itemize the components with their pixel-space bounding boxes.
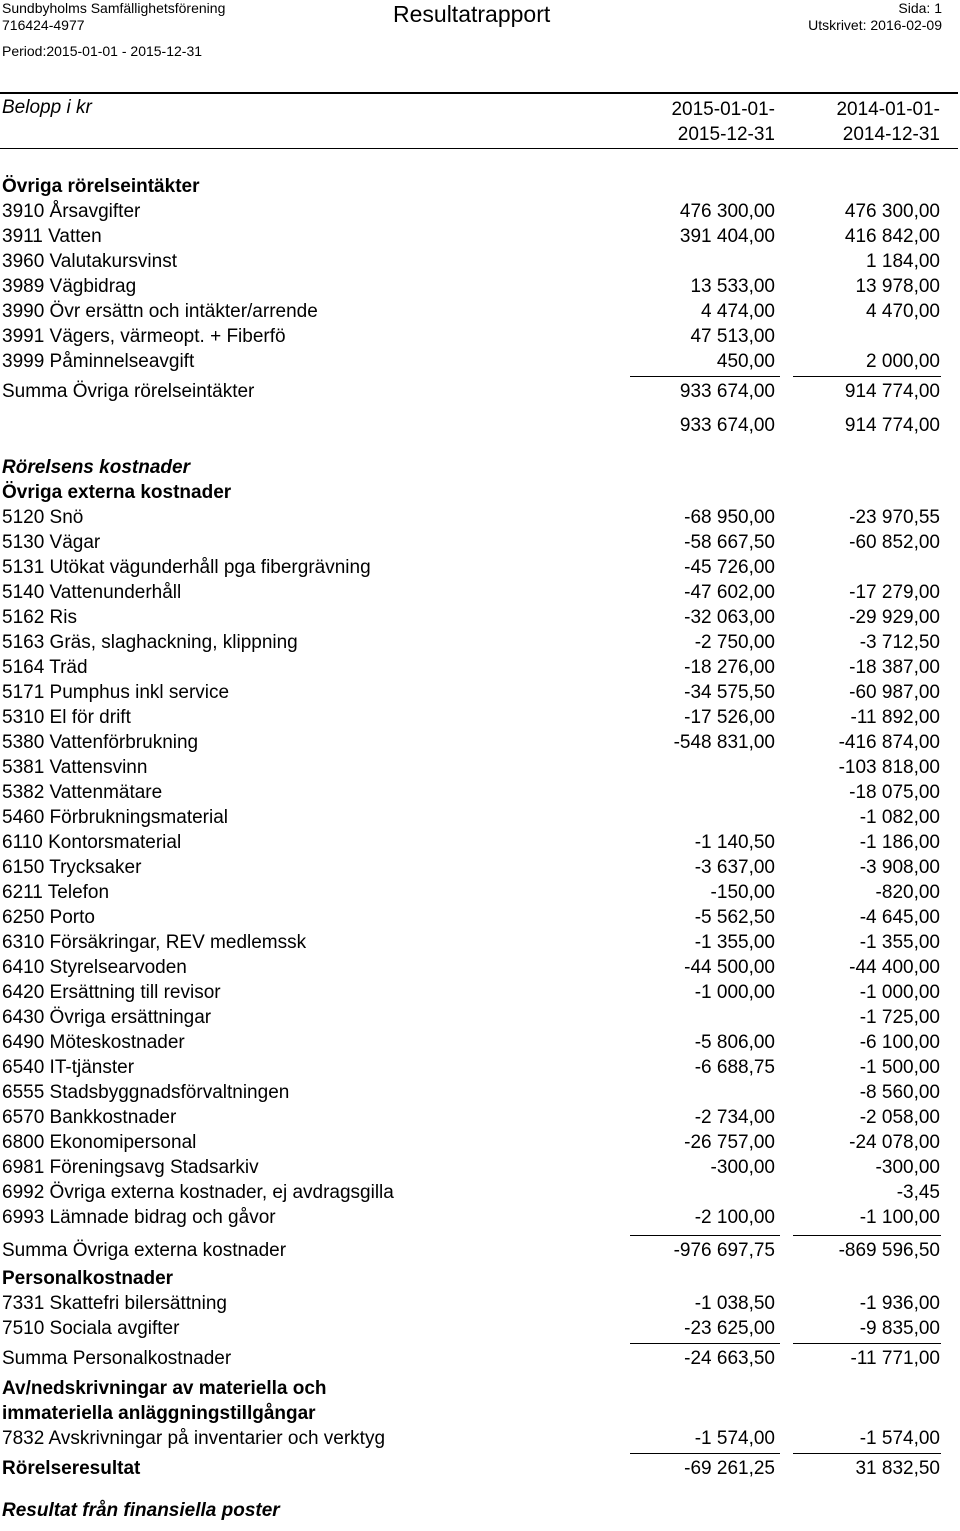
current-amount: 391 404,00 — [679, 226, 775, 247]
report-row — [0, 505, 960, 530]
previous-amount: -300,00 — [875, 1157, 940, 1178]
row-label: 6555 Stadsbyggnadsförvaltningen — [2, 1082, 290, 1103]
current-amount: -6 688,75 — [694, 1057, 775, 1078]
previous-amount: 914 774,00 — [844, 415, 940, 436]
row-label: 6981 Föreningsavg Stadsarkiv — [2, 1157, 259, 1178]
printed-date: Utskrivet: 2016-02-09 — [808, 17, 942, 33]
previous-amount: -1 100,00 — [859, 1207, 940, 1228]
row-label: 3989 Vägbidrag — [2, 276, 137, 297]
row-label: 3910 Årsavgifter — [2, 201, 141, 222]
previous-amount: -869 596,50 — [838, 1240, 940, 1261]
report-row — [0, 1238, 960, 1263]
row-label: 6420 Ersättning till revisor — [2, 982, 221, 1003]
previous-amount: -9 835,00 — [859, 1318, 940, 1339]
report-row — [0, 655, 960, 680]
previous-amount: -1 725,00 — [859, 1007, 940, 1028]
row-label: 6800 Ekonomipersonal — [2, 1132, 197, 1153]
current-amount: 933 674,00 — [679, 381, 775, 402]
previous-amount: 476 300,00 — [844, 201, 940, 222]
previous-amount: -3 712,50 — [859, 632, 940, 653]
organization-number: 716424-4977 — [2, 17, 85, 33]
report-row — [0, 1376, 960, 1401]
row-label: 6540 IT-tjänster — [2, 1057, 135, 1078]
previous-amount: 31 832,50 — [855, 1458, 940, 1479]
previous-amount: 4 470,00 — [866, 301, 940, 322]
report-row — [0, 880, 960, 905]
column-headers — [0, 97, 960, 149]
report-row — [0, 1426, 960, 1451]
current-amount: 47 513,00 — [690, 326, 775, 347]
row-label: Rörelsens kostnader — [2, 457, 190, 478]
row-label: Summa Personalkostnader — [2, 1348, 232, 1369]
current-amount: -2 750,00 — [694, 632, 775, 653]
row-label: 5162 Ris — [2, 607, 77, 628]
previous-amount: -60 852,00 — [849, 532, 940, 553]
current-amount: 450,00 — [716, 351, 775, 372]
report-row — [0, 830, 960, 855]
current-amount: 933 674,00 — [679, 415, 775, 436]
previous-amount: -29 929,00 — [849, 607, 940, 628]
row-label: Av/nedskrivningar av materiella och — [2, 1378, 327, 1399]
row-label: 5460 Förbrukningsmaterial — [2, 807, 229, 828]
row-label: Övriga externa kostnader — [2, 482, 232, 503]
row-label: 6430 Övriga ersättningar — [2, 1007, 212, 1028]
current-amount: -1 140,50 — [694, 832, 775, 853]
report-row — [0, 955, 960, 980]
previous-amount: 914 774,00 — [844, 381, 940, 402]
current-amount: -5 562,50 — [694, 907, 775, 928]
previous-amount: -1 500,00 — [859, 1057, 940, 1078]
report-row — [0, 530, 960, 555]
sum-rule-current — [630, 1343, 780, 1344]
previous-period-start: 2014-01-01- — [836, 99, 940, 120]
report-row — [0, 324, 960, 349]
report-row — [0, 705, 960, 730]
previous-amount: -8 560,00 — [859, 1082, 940, 1103]
report-row — [0, 805, 960, 830]
report-row — [0, 555, 960, 580]
row-label: 6250 Porto — [2, 907, 95, 928]
report-row — [0, 274, 960, 299]
report-row — [0, 580, 960, 605]
row-label: 3991 Vägers, värmeopt. + Fiberfö — [2, 326, 286, 347]
page-number: Sida: 1 — [898, 0, 942, 16]
report-row — [0, 980, 960, 1005]
report-row — [0, 1316, 960, 1341]
report-row — [0, 224, 960, 249]
current-amount: 13 533,00 — [690, 276, 775, 297]
sum-rule-current — [630, 1453, 780, 1454]
column-header-divider — [0, 148, 958, 149]
report-row — [0, 1080, 960, 1105]
row-label: Övriga rörelseintäkter — [2, 176, 200, 197]
report-row — [0, 1498, 960, 1523]
previous-amount: -60 987,00 — [849, 682, 940, 703]
row-label: Summa Övriga externa kostnader — [2, 1240, 287, 1261]
row-label: 5140 Vattenunderhåll — [2, 582, 182, 603]
previous-amount: -2 058,00 — [859, 1107, 940, 1128]
current-amount: -1 355,00 — [694, 932, 775, 953]
current-amount: -3 637,00 — [694, 857, 775, 878]
row-label: 6570 Bankkostnader — [2, 1107, 177, 1128]
previous-amount: -18 075,00 — [849, 782, 940, 803]
current-amount: -47 602,00 — [684, 582, 775, 603]
previous-amount: -103 818,00 — [838, 757, 940, 778]
previous-period-header — [836, 97, 940, 147]
report-row — [0, 349, 960, 374]
row-label: 3990 Övr ersättn och intäkter/arrende — [2, 301, 318, 322]
header-divider — [0, 92, 958, 94]
row-label: 6490 Möteskostnader — [2, 1032, 185, 1053]
row-label: 6993 Lämnade bidrag och gåvor — [2, 1207, 276, 1228]
row-label: 3911 Vatten — [2, 226, 102, 247]
report-row — [0, 1005, 960, 1030]
previous-amount: -1 186,00 — [859, 832, 940, 853]
report-row — [0, 930, 960, 955]
previous-amount: 13 978,00 — [855, 276, 940, 297]
previous-amount: -24 078,00 — [849, 1132, 940, 1153]
report-row — [0, 249, 960, 274]
previous-amount: -820,00 — [875, 882, 940, 903]
report-period: Period:2015-01-01 - 2015-12-31 — [2, 43, 203, 59]
report-row — [0, 780, 960, 805]
current-amount: -548 831,00 — [673, 732, 775, 753]
current-amount: -5 806,00 — [694, 1032, 775, 1053]
current-period-header — [671, 97, 775, 147]
previous-amount: -3 908,00 — [859, 857, 940, 878]
previous-amount: 416 842,00 — [844, 226, 940, 247]
current-amount: -45 726,00 — [684, 557, 775, 578]
report-row — [0, 1030, 960, 1055]
previous-period-end: 2014-12-31 — [842, 124, 940, 145]
report-row — [0, 1055, 960, 1080]
current-amount: -18 276,00 — [684, 657, 775, 678]
row-label: 6211 Telefon — [2, 882, 110, 903]
sum-rule-previous — [793, 376, 941, 377]
report-row — [0, 630, 960, 655]
current-amount: -32 063,00 — [684, 607, 775, 628]
previous-amount: -1 574,00 — [859, 1428, 940, 1449]
row-label: 3999 Påminnelseavgift — [2, 351, 195, 372]
previous-amount: -11 771,00 — [850, 1348, 940, 1369]
report-row — [0, 413, 960, 438]
report-row — [0, 1266, 960, 1291]
report-row — [0, 605, 960, 630]
previous-amount: -1 355,00 — [859, 932, 940, 953]
row-label: 5163 Gräs, slaghackning, klippning — [2, 632, 298, 653]
previous-amount: -23 970,55 — [849, 507, 940, 528]
previous-amount: -1 000,00 — [859, 982, 940, 1003]
report-row — [0, 1346, 960, 1371]
current-amount: 4 474,00 — [701, 301, 775, 322]
previous-amount: 1 184,00 — [866, 251, 940, 272]
sum-rule-previous — [793, 1343, 941, 1344]
current-amount: -69 261,25 — [684, 1458, 775, 1479]
report-row — [0, 855, 960, 880]
report-row — [0, 1105, 960, 1130]
current-amount: -1 574,00 — [694, 1428, 775, 1449]
row-label: 5120 Snö — [2, 507, 84, 528]
current-amount: -2 100,00 — [694, 1207, 775, 1228]
previous-amount: 2 000,00 — [866, 351, 940, 372]
current-amount: -58 667,50 — [684, 532, 775, 553]
report-row — [0, 1291, 960, 1316]
previous-amount: -11 892,00 — [850, 707, 940, 728]
previous-amount: -6 100,00 — [859, 1032, 940, 1053]
sum-rule-current — [630, 376, 780, 377]
row-label: 6110 Kontorsmaterial — [2, 832, 182, 853]
previous-amount: -4 645,00 — [859, 907, 940, 928]
previous-amount: -44 400,00 — [849, 957, 940, 978]
row-label: 6992 Övriga externa kostnader, ej avdragsgilla — [2, 1182, 394, 1203]
row-label: 7331 Skattefri bilersättning — [2, 1293, 227, 1314]
previous-amount: -17 279,00 — [849, 582, 940, 603]
report-title: Resultatrapport — [393, 1, 551, 27]
current-amount: -150,00 — [710, 882, 775, 903]
row-label: 7832 Avskrivningar på inventarier och verktyg — [2, 1428, 386, 1449]
report-row — [0, 680, 960, 705]
row-label: Resultat från finansiella poster — [2, 1500, 280, 1521]
current-amount: -68 950,00 — [684, 507, 775, 528]
row-label: 7510 Sociala avgifter — [2, 1318, 180, 1339]
current-amount: -34 575,50 — [684, 682, 775, 703]
current-period-start: 2015-01-01- — [671, 99, 775, 120]
current-amount: -23 625,00 — [684, 1318, 775, 1339]
current-amount: -1 038,50 — [694, 1293, 775, 1314]
report-row — [0, 1130, 960, 1155]
previous-amount: -1 082,00 — [859, 807, 940, 828]
previous-amount: -416 874,00 — [838, 732, 940, 753]
current-amount: -44 500,00 — [684, 957, 775, 978]
current-period-end: 2015-12-31 — [677, 124, 775, 145]
row-label: 5171 Pumphus inkl service — [2, 682, 230, 703]
row-label: immateriella anläggningstillgångar — [2, 1403, 316, 1424]
report-row — [0, 905, 960, 930]
row-label: 5164 Träd — [2, 657, 88, 678]
report-row — [0, 455, 960, 480]
current-amount: -2 734,00 — [694, 1107, 775, 1128]
report-row — [0, 1456, 960, 1481]
row-label: Rörelseresultat — [2, 1458, 141, 1479]
current-amount: -17 526,00 — [684, 707, 775, 728]
report-row — [0, 199, 960, 224]
current-amount: -1 000,00 — [694, 982, 775, 1003]
report-row — [0, 1401, 960, 1426]
current-amount: -26 757,00 — [684, 1132, 775, 1153]
report-row — [0, 1205, 960, 1230]
current-amount: -300,00 — [710, 1157, 775, 1178]
row-label: 5130 Vägar — [2, 532, 101, 553]
report-row — [0, 1155, 960, 1180]
row-label: Summa Övriga rörelseintäkter — [2, 381, 255, 402]
row-label: 5381 Vattensvinn — [2, 757, 148, 778]
previous-amount: -1 936,00 — [859, 1293, 940, 1314]
row-label: 6410 Styrelsearvoden — [2, 957, 187, 978]
current-amount: 476 300,00 — [679, 201, 775, 222]
amount-unit-label: Belopp i kr — [2, 97, 92, 118]
report-row — [0, 174, 960, 199]
current-amount: -24 663,50 — [684, 1348, 775, 1369]
row-label: 5380 Vattenförbrukning — [2, 732, 199, 753]
report-row — [0, 730, 960, 755]
row-label: 6310 Försäkringar, REV medlemssk — [2, 932, 307, 953]
sum-rule-previous — [793, 1235, 941, 1236]
row-label: 5131 Utökat vägunderhåll pga fibergrävning — [2, 557, 371, 578]
report-row — [0, 299, 960, 324]
previous-amount: -18 387,00 — [849, 657, 940, 678]
report-row — [0, 1180, 960, 1205]
row-label: 5382 Vattenmätare — [2, 782, 163, 803]
current-amount: -976 697,75 — [673, 1240, 775, 1261]
row-label: Personalkostnader — [2, 1268, 174, 1289]
row-label: 3960 Valutakursvinst — [2, 251, 177, 272]
organization-name: Sundbyholms Samfällighetsförening — [2, 0, 226, 16]
sum-rule-current — [630, 1235, 780, 1236]
row-label: 6150 Trycksaker — [2, 857, 142, 878]
report-row — [0, 379, 960, 404]
report-row — [0, 755, 960, 780]
previous-amount: -3,45 — [896, 1182, 940, 1203]
sum-rule-previous — [793, 1453, 941, 1454]
row-label: 5310 El för drift — [2, 707, 131, 728]
report-row — [0, 480, 960, 505]
